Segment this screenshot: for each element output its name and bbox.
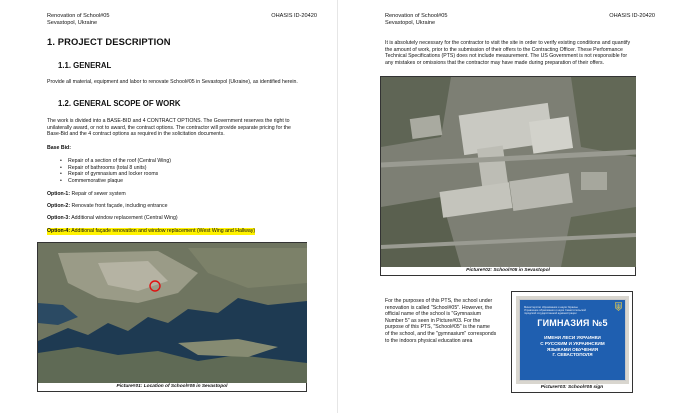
option-1 [47, 191, 126, 198]
option-label: Option-1: [47, 191, 71, 197]
page-header-left [47, 13, 110, 27]
scope-line: unilaterally award, or not to award, the contract options. The contractor will provide separate pricing for the [47, 124, 291, 131]
sign-line: Министерство образования и науки Украины [524, 306, 578, 309]
option-label: Option-2: [47, 203, 71, 209]
trident-emblem-icon [615, 302, 622, 311]
document-page-left [0, 0, 337, 413]
picture-school-sign [511, 291, 633, 393]
list-item: • Repair of a section of the roof (Central Wing) [68, 158, 171, 165]
option-label: Option-4: [47, 228, 71, 234]
scope-line: The work is divided into a BASE-BID and 4 CONTRACT OPTIONS. The Government reserves the right to [47, 118, 290, 124]
scope-heading: 1.2. GENERAL SCOPE OF WORK [58, 99, 181, 108]
sign-ministry-text [524, 306, 613, 316]
header-location: Sevastopol, Ukraine [385, 20, 436, 26]
option-text: Repair of sewer system [70, 191, 126, 197]
text-line: purpose of this PTS, "School#05" is the name [385, 324, 490, 331]
picture-location-map [37, 242, 307, 392]
sign-subtitle [520, 335, 625, 358]
text-line: For the purposes of this PTS, the school under [385, 298, 493, 304]
sign-line: Управление образования и науки Севастопольской [524, 309, 586, 313]
picture-caption: Picture#01: Location of School#05 in Sevastopol [116, 384, 228, 389]
list-item: • Repair of bathrooms (total 8 units) [68, 165, 171, 172]
text-line: Number 5" as seen in Picture#03. For the [385, 317, 481, 324]
text-line: any mistakes or omissions that the contractor may have made during preparation of their offers. [385, 59, 605, 66]
scope-text [47, 118, 317, 138]
general-text: Provide all material, equipment and labor to renovate School#05 in Sevastopol (Ukraine), as identified herein. [47, 79, 298, 85]
document-page-right [338, 0, 675, 413]
header-title: Renovation of School#05 [385, 13, 448, 19]
sign-main-title: ГИМНАЗИЯ №5 [537, 318, 608, 328]
sign-line: городской государственной администрации [524, 312, 577, 316]
header-location: Sevastopol, Ukraine [47, 20, 98, 26]
list-item: • Commemorative plaque [68, 178, 171, 185]
header-id: OHASIS ID-20420 [271, 13, 317, 19]
base-bid-list [68, 158, 171, 184]
page-header-left [385, 13, 448, 27]
header-id: OHASIS ID-20420 [609, 13, 655, 19]
text-line: to the indoors physical education area [385, 337, 473, 344]
sign-photo-background [516, 296, 629, 384]
aerial-photo-image [381, 77, 636, 267]
text-line: of the school, and the "gymnasium" corresponds [385, 330, 497, 337]
option-label: Option-3: [47, 215, 71, 221]
base-bid-label: Base Bid: [47, 145, 71, 151]
list-item: • Repair of gymnasium and locker rooms [68, 171, 171, 178]
sign-line: С РУССКИМ И УКРАИНСКИМ [540, 340, 605, 346]
scope-line: Base-Bid and the 4 contract options as required in the solicitation documents. [47, 131, 225, 138]
school-name-text [385, 298, 515, 344]
option-3 [47, 215, 178, 222]
text-line: It is absolutely necessary for the contractor to visit the site in order to verify existing conditions and quantify [385, 40, 631, 46]
satellite-map-image [38, 243, 307, 383]
text-line: official name of the school is "Gymnasium [385, 311, 482, 318]
text-line: the amount of work, prior to the submission of their offers to the Contracting Officer. These Performance [385, 46, 623, 53]
sign-plate [519, 299, 626, 381]
text-line: Technical Specifications (PTS) does not include measurement. The US Government is not responsible for [385, 53, 628, 60]
picture-caption: Picture#03: School#05 sign [540, 385, 604, 390]
option-2 [47, 203, 168, 210]
option-text: Additional façade renovation and window replacement (West Wing and Hallway) [70, 228, 256, 234]
picture-caption: Picture#02: School#05 in Sevastopol [466, 268, 550, 273]
general-heading: 1.1. GENERAL [58, 61, 112, 70]
picture-school-aerial [380, 76, 636, 276]
option-4 [47, 228, 255, 235]
site-visit-text [385, 40, 665, 66]
sign-line: ИМЕНИ ЛЕСИ УКРАИНКИ [544, 335, 601, 340]
header-title: Renovation of School#05 [47, 13, 110, 19]
option-text: Renovate front façade, including entrance [70, 203, 168, 209]
sign-line: ЯЗЫКАМИ ОБУЧЕНИЯ [546, 346, 599, 352]
section-heading: 1. PROJECT DESCRIPTION [47, 36, 171, 47]
text-line: renovation is called "School#05". However, the [385, 304, 493, 311]
option-text: Additional window replacement (Central Wing) [70, 215, 178, 221]
sign-line: Г. СЕВАСТОПОЛЯ [552, 352, 593, 358]
